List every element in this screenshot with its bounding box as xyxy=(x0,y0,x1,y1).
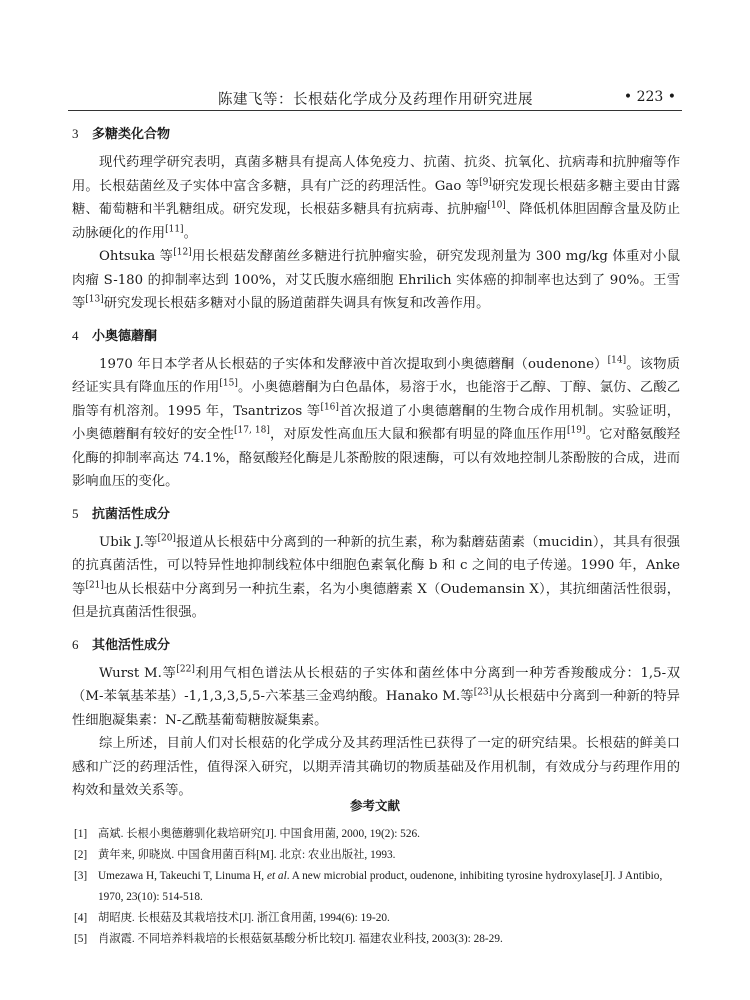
reference-number: [3] xyxy=(74,870,88,882)
section-heading xyxy=(72,504,680,524)
text-run: 高斌. 长根小奥德蘑驯化栽培研究[J]. 中国食用菌, 2000, 19(2): 526. xyxy=(98,828,420,840)
citation-marker: [12] xyxy=(173,247,192,258)
text-run: 研究发现长根菇多糖对小鼠的肠道菌群失调具有恢复和改善作用。 xyxy=(103,296,490,311)
paragraph xyxy=(72,662,680,733)
text-run: Ohtsuka 等 xyxy=(99,249,174,264)
italic-text: et al xyxy=(266,870,287,882)
references-list xyxy=(74,824,680,950)
citation-marker: [20] xyxy=(157,533,176,544)
text-run: 从长根菇中分离到一种新的特异性细胞凝集素：N-乙酰基葡萄糖胺凝集素。 xyxy=(72,689,680,728)
reference-text xyxy=(98,845,680,866)
text-run: 利用气相色谱法从长根菇的子实体和菌丝体中分离到一种芳香羧酸成分：1,5-双（M-苯氧基苯基）-1,1,3,3,5,5-六苯基三金鸡纳酸。Hanako M.等 xyxy=(72,665,680,704)
text-run: ，对原发性高血压大鼠和猴都有明显的降血压作用 xyxy=(269,427,568,442)
page-number: • 223 • xyxy=(623,89,676,105)
article-body xyxy=(72,124,680,803)
text-run: 研究发现长根菇多糖主要由甘露糖、葡萄糖和半乳糖组成。研究发现，长根菇多糖具有抗病毒、抗肿瘤 xyxy=(72,178,681,217)
reference-number: [5] xyxy=(74,933,88,945)
text-run: 首次报道了小奥德蘑酮的生物合成作用机制。实验证明，小奥德蘑酮有较好的安全性 xyxy=(72,403,681,442)
citation-marker: [21] xyxy=(85,580,104,591)
text-run: 。它对酪氨酸羟化酶的抑制率高达 74.1%，酪氨酸羟化酶是儿茶酚胺的限速酶，可以有效地控制儿茶酚胺的合成，进而影响血压的变化。 xyxy=(72,427,681,489)
text-run: 报道从长根菇中分离到的一种新的抗生素，称为黏蘑菇菌素（mucidin），其具有很强的抗真菌活性，可以特异性地抑制线粒体中细胞色素氧化酶 b 和 c 之间的电子传递。1990 年，Anke 等 xyxy=(72,534,681,597)
section-title: 其他活性成分 xyxy=(92,637,171,653)
paragraph xyxy=(72,151,680,245)
citation-marker: [10] xyxy=(487,200,506,211)
section-title: 抗菌活性成分 xyxy=(92,506,171,522)
text-run: 用长根菇发酵菌丝多糖进行抗肿瘤实验，研究发现剂量为 300 mg/kg 体重对小鼠肉瘤 S-180 的抑制率达到 100%，对艾氏腹水癌细胞 Ehrilich 实体癌的抑制率也达到了 90%。王雪等 xyxy=(72,249,680,311)
reference-number: [2] xyxy=(74,849,88,861)
text-run: Umezawa H, Takeuchi T, Linuma H, xyxy=(98,870,267,882)
reference-item xyxy=(74,845,680,866)
reference-number: [4] xyxy=(74,912,88,924)
reference-text xyxy=(98,824,680,845)
text-run: 现代药理学研究表明，真菌多糖具有提高人体免疫力、抗菌、抗炎、抗氧化、抗病毒和抗肿瘤等作用。长根菇菌丝及子实体中富含多糖，具有广泛的药理活性。Gao 等 xyxy=(72,155,680,194)
text-run: 胡昭庚. 长根菇及其栽培技术[J]. 浙江食用菌, 1994(6): 19-20. xyxy=(98,912,390,924)
running-header xyxy=(68,88,682,111)
text-run: 。该物质经证实具有降血压的作用 xyxy=(72,356,680,395)
section-heading xyxy=(72,635,680,655)
running-title: 陈建飞等：长根菇化学成分及药理作用研究进展 xyxy=(218,92,533,108)
reference-item xyxy=(74,866,680,908)
citation-marker: [15] xyxy=(219,378,238,389)
reference-item xyxy=(74,824,680,845)
references-title: 参考文献 xyxy=(349,798,400,813)
citation-marker: [22] xyxy=(176,664,195,675)
reference-text xyxy=(98,929,680,950)
section-title: 多糖类化合物 xyxy=(92,127,171,142)
paragraph xyxy=(72,531,680,625)
section-heading xyxy=(72,124,680,144)
text-run: 也从长根菇中分离到另一种抗生素，名为小奥德蘑素 X（Oudemansin X），其抗细菌活性很弱，但是抗真菌活性很强。 xyxy=(72,581,680,620)
citation-marker: [17, 18] xyxy=(234,425,270,436)
paragraph xyxy=(72,245,680,316)
reference-item xyxy=(74,929,680,950)
citation-marker: [11] xyxy=(165,224,184,235)
text-run: 黄年来, 卯晓岚. 中国食用菌百科[M]. 北京: 农业出版社, 1993. xyxy=(98,849,396,861)
text-run: 、降低机体胆固醇含量及防止动脉硬化的作用 xyxy=(72,202,681,241)
section-heading xyxy=(72,326,680,346)
section-number: 3 xyxy=(72,126,79,141)
text-run: . A new microbial product, oudenone, inhibiting tyrosine hydroxylase[J]. J Antibio, 1970, 23(10): 514-518. xyxy=(98,870,663,903)
section-number: 6 xyxy=(72,636,79,652)
reference-item xyxy=(74,908,680,929)
section-number: 5 xyxy=(72,505,79,521)
citation-marker: [19] xyxy=(567,425,586,436)
text-run: Wurst M.等 xyxy=(99,665,177,681)
text-run: 。 xyxy=(183,225,197,241)
citation-marker: [23] xyxy=(473,687,493,698)
citation-marker: [14] xyxy=(607,355,627,366)
paragraph xyxy=(72,732,680,803)
section-title: 小奥德蘑酮 xyxy=(92,328,158,344)
text-run: 1970 年日本学者从长根菇的子实体和发酵液中首次提取到小奥德蘑酮（oudenone） xyxy=(99,356,608,372)
text-run: 肖淑霞. 不同培养料栽培的长根菇氨基酸分析比较[J]. 福建农业科技, 2003(3): 28-29. xyxy=(98,933,503,945)
text-run: Ubik J.等 xyxy=(99,534,158,550)
text-run: 。小奥德蘑酮为白色晶体，易溶于水，也能溶于乙醇、丁醇、氯仿、乙酸乙脂等有机溶剂。1995 年，Tsantrizos 等 xyxy=(72,380,681,419)
reference-text xyxy=(98,866,680,908)
text-run: 综上所述，目前人们对长根菇的化学成分及其药理活性已获得了一定的研究结果。长根菇的鲜美口感和广泛的药理活性，值得深入研究，以期弄清其确切的物质基础及作用机制，有效成分与药理作用的构效和量效关系等。 xyxy=(72,736,680,798)
paragraph xyxy=(72,353,680,494)
section-number: 4 xyxy=(72,327,79,343)
reference-text xyxy=(98,908,680,929)
citation-marker: [16] xyxy=(320,402,339,413)
reference-number: [1] xyxy=(74,828,88,840)
citation-marker: [13] xyxy=(85,294,104,305)
citation-marker: [9] xyxy=(479,177,492,188)
